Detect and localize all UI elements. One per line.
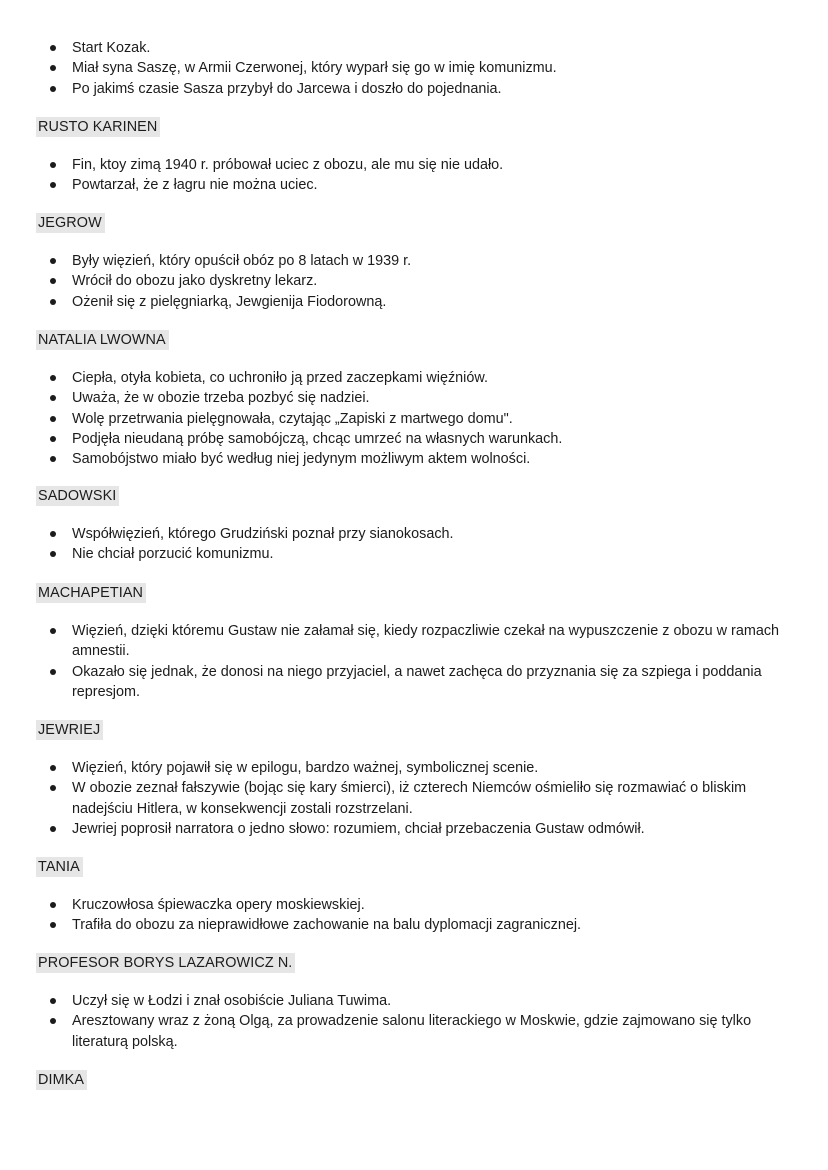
section-heading: SADOWSKI bbox=[36, 486, 119, 506]
bullet-icon bbox=[50, 65, 56, 71]
bullet-icon bbox=[50, 375, 56, 381]
section-heading: JEWRIEJ bbox=[36, 720, 103, 740]
bullet-icon bbox=[50, 299, 56, 305]
bullet-icon bbox=[50, 551, 56, 557]
list-item: Samobójstwo miało być według niej jedynym możliwym aktem wolności. bbox=[0, 449, 828, 469]
section-heading: DIMKA bbox=[36, 1070, 87, 1090]
bullet-list bbox=[0, 991, 828, 1052]
bullet-icon bbox=[50, 278, 56, 284]
bullet-icon bbox=[50, 182, 56, 188]
bullet-icon bbox=[50, 258, 56, 264]
bullet-icon bbox=[50, 998, 56, 1004]
list-item: Fin, ktoy zimą 1940 r. próbował uciec z obozu, ale mu się nie udało. bbox=[0, 155, 828, 175]
list-item: Wolę przetrwania pielęgnowała, czytając „Zapiski z martwego domu". bbox=[0, 409, 828, 429]
bullet-list bbox=[0, 524, 828, 565]
section-heading: NATALIA LWOWNA bbox=[36, 330, 169, 350]
bullet-icon bbox=[50, 922, 56, 928]
section-heading: RUSTO KARINEN bbox=[36, 117, 160, 137]
bullet-icon bbox=[50, 162, 56, 168]
bullet-icon bbox=[50, 785, 56, 791]
list-item: Po jakimś czasie Sasza przybył do Jarcewa i doszło do pojednania. bbox=[0, 79, 828, 99]
bullet-list bbox=[0, 155, 828, 196]
bullet-icon bbox=[50, 902, 56, 908]
list-item: Ożenił się z pielęgniarką, Jewgienija Fiodorowną. bbox=[0, 292, 828, 312]
bullet-icon bbox=[50, 826, 56, 832]
bullet-icon bbox=[50, 436, 56, 442]
bullet-icon bbox=[50, 45, 56, 51]
list-item: Aresztowany wraz z żoną Olgą, za prowadzenie salonu literackiego w Moskwie, gdzie zajmowano się tylko literaturą polską. bbox=[0, 1011, 828, 1052]
section-heading: MACHAPETIAN bbox=[36, 583, 146, 603]
bullet-list bbox=[0, 758, 828, 839]
list-item: Ciepła, otyła kobieta, co uchroniło ją przed zaczepkami więźniów. bbox=[0, 368, 828, 388]
list-item: Okazało się jednak, że donosi na niego przyjaciel, a nawet zachęca do przyznania się za szpiega i poddania represjom. bbox=[0, 662, 828, 703]
list-item: Podjęła nieudaną próbę samobójczą, chcąc umrzeć na własnych warunkach. bbox=[0, 429, 828, 449]
bullet-list bbox=[0, 38, 828, 99]
bullet-icon bbox=[50, 416, 56, 422]
bullet-icon bbox=[50, 531, 56, 537]
bullet-icon bbox=[50, 669, 56, 675]
list-item: W obozie zeznał fałszywie (bojąc się kary śmierci), iż czterech Niemców ośmieliło się rozmawiać o bliskim nadejściu Hitlera, w konsekwencji zostali rozstrzelani. bbox=[0, 778, 828, 819]
list-item: Wrócił do obozu jako dyskretny lekarz. bbox=[0, 271, 828, 291]
bullet-icon bbox=[50, 395, 56, 401]
list-item: Powtarzał, że z łagru nie można uciec. bbox=[0, 175, 828, 195]
section-heading: PROFESOR BORYS LAZAROWICZ N. bbox=[36, 953, 295, 973]
list-item: Trafiła do obozu za nieprawidłowe zachowanie na balu dyplomacji zagranicznej. bbox=[0, 915, 828, 935]
section-heading: JEGROW bbox=[36, 213, 105, 233]
section-heading: TANIA bbox=[36, 857, 83, 877]
list-item: Kruczowłosa śpiewaczka opery moskiewskiej. bbox=[0, 895, 828, 915]
bullet-icon bbox=[50, 456, 56, 462]
list-item: Start Kozak. bbox=[0, 38, 828, 58]
bullet-icon bbox=[50, 1018, 56, 1024]
bullet-list bbox=[0, 251, 828, 312]
list-item: Współwięzień, którego Grudziński poznał przy sianokosach. bbox=[0, 524, 828, 544]
bullet-icon bbox=[50, 765, 56, 771]
bullet-icon bbox=[50, 628, 56, 634]
list-item: Uczył się w Łodzi i znał osobiście Juliana Tuwima. bbox=[0, 991, 828, 1011]
list-item: Miał syna Saszę, w Armii Czerwonej, który wyparł się go w imię komunizmu. bbox=[0, 58, 828, 78]
list-item: Były więzień, który opuścił obóz po 8 latach w 1939 r. bbox=[0, 251, 828, 271]
list-item: Więzień, który pojawił się w epilogu, bardzo ważnej, symbolicznej scenie. bbox=[0, 758, 828, 778]
list-item: Jewriej poprosił narratora o jedno słowo: rozumiem, chciał przebaczenia Gustaw odmówił. bbox=[0, 819, 828, 839]
bullet-list bbox=[0, 895, 828, 936]
list-item: Więzień, dzięki któremu Gustaw nie załamał się, kiedy rozpaczliwie czekał na wypuszczenie z obozu w ramach amnestii. bbox=[0, 621, 828, 662]
bullet-icon bbox=[50, 86, 56, 92]
list-item: Uważa, że w obozie trzeba pozbyć się nadziei. bbox=[0, 388, 828, 408]
bullet-list bbox=[0, 368, 828, 469]
list-item: Nie chciał porzucić komunizmu. bbox=[0, 544, 828, 564]
bullet-list bbox=[0, 621, 828, 702]
